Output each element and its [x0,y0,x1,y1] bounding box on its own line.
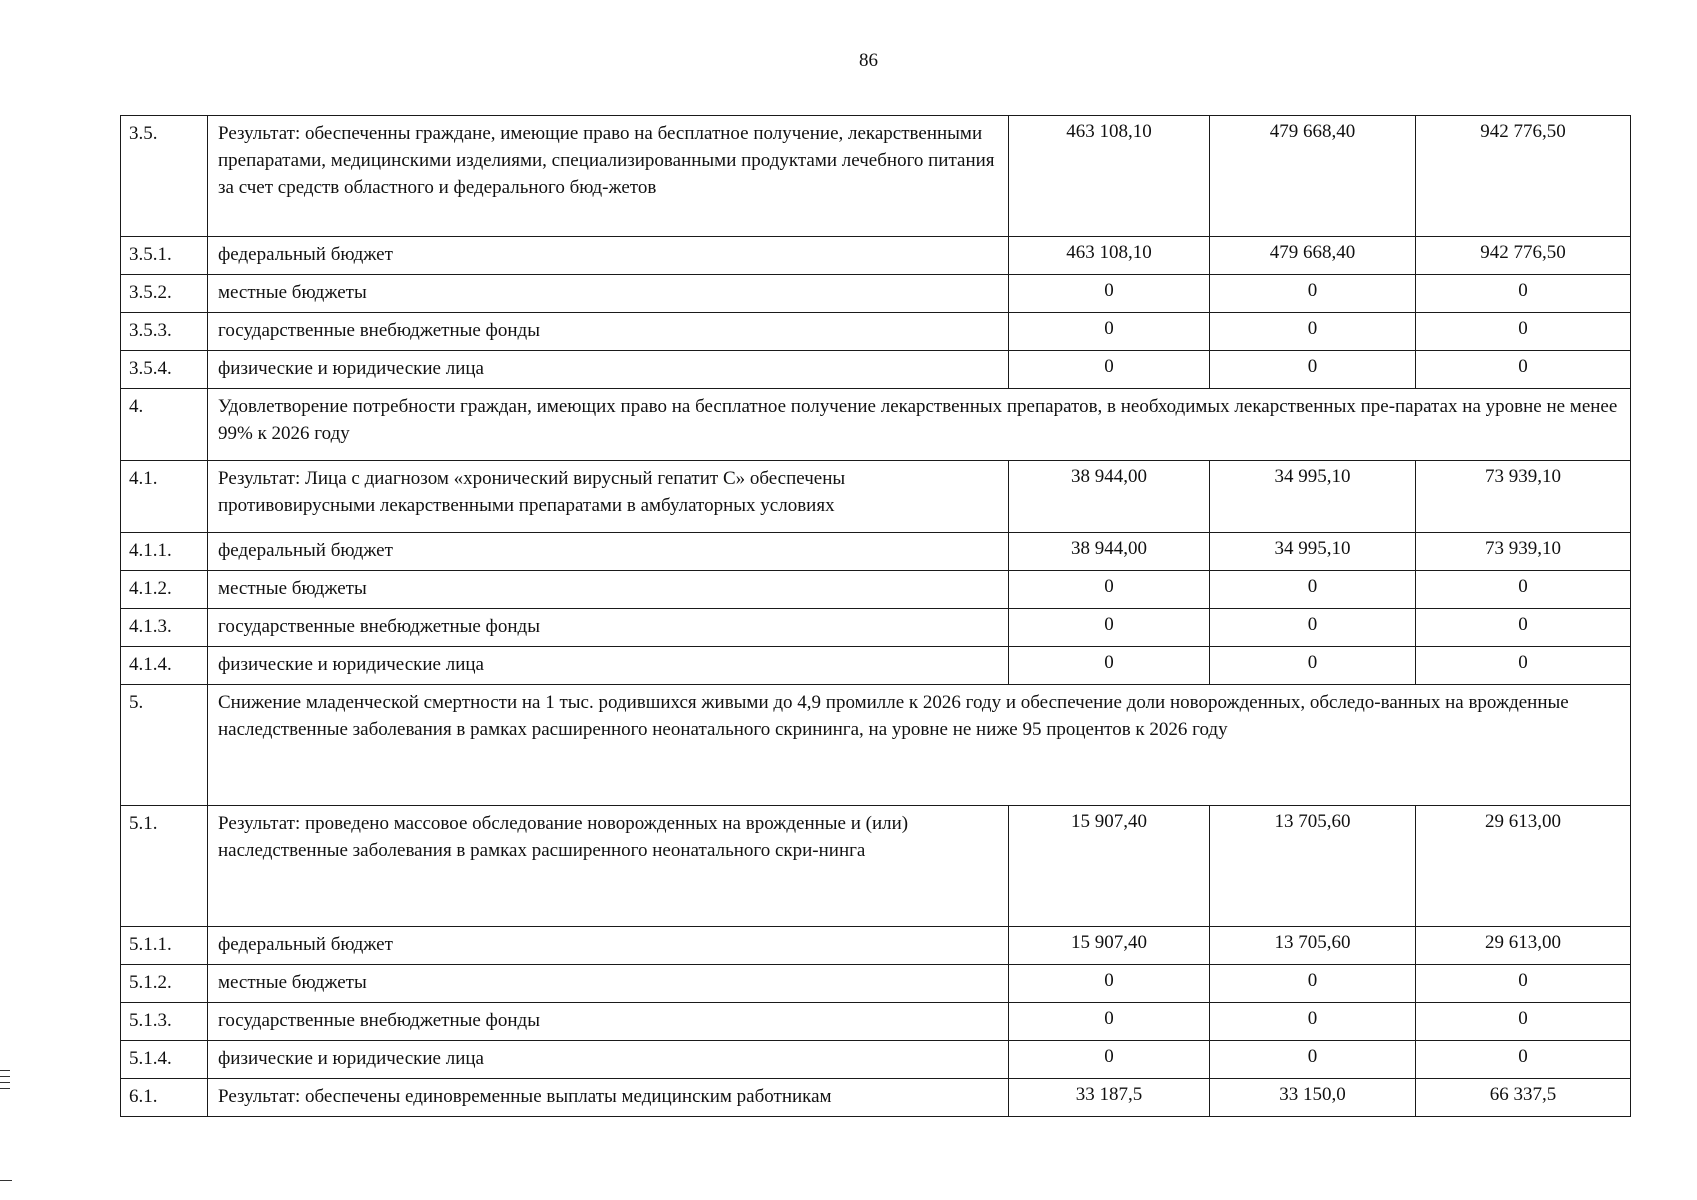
row-description: федеральный бюджет [208,237,1009,275]
row-number: 3.5. [121,116,208,237]
row-description: Результат: обеспеченны граждане, имеющие право на бесплатное получение, лекарственными препаратами, медицинскими изделиями, специализированными продуктами лечебного питания за счет средств областного и федерального бюд-жетов [208,116,1009,237]
row-value-3: 0 [1416,351,1631,389]
row-value-3: 0 [1416,965,1631,1003]
row-number: 4.1.3. [121,609,208,647]
table-row [121,1079,1631,1117]
row-description: государственные внебюджетные фонды [208,1003,1009,1041]
row-description: государственные внебюджетные фонды [208,313,1009,351]
row-value-1: 463 108,10 [1009,237,1210,275]
row-value-1: 0 [1009,275,1210,313]
margin-line [0,1180,12,1181]
row-value-3: 0 [1416,571,1631,609]
row-description: местные бюджеты [208,275,1009,313]
row-value-3: 0 [1416,1003,1631,1041]
row-number: 5.1.2. [121,965,208,1003]
row-number: 3.5.3. [121,313,208,351]
row-value-2: 0 [1210,571,1416,609]
table-row [121,313,1631,351]
row-value-1: 15 907,40 [1009,927,1210,965]
row-value-2: 34 995,10 [1210,461,1416,533]
row-description: Результат: Лица с диагнозом «хронический вирусный гепатит С» обеспечены противовирусными лекарственными препаратами в амбулаторных условиях [208,461,1009,533]
row-value-1: 0 [1009,1041,1210,1079]
row-number: 4.1.4. [121,647,208,685]
row-number: 3.5.2. [121,275,208,313]
row-value-2: 0 [1210,351,1416,389]
row-number: 5.1.3. [121,1003,208,1041]
row-description: физические и юридические лица [208,351,1009,389]
row-value-2: 0 [1210,647,1416,685]
row-value-2: 479 668,40 [1210,237,1416,275]
section-row [121,685,1631,806]
row-value-1: 0 [1009,609,1210,647]
row-description: местные бюджеты [208,965,1009,1003]
table-row [121,237,1631,275]
row-description: Результат: проведено массовое обследование новорожденных на врожденные и (или) наследственные заболевания в рамках расширенного неонатального скри-нинга [208,806,1009,927]
row-value-2: 34 995,10 [1210,533,1416,571]
row-value-3: 0 [1416,313,1631,351]
row-value-1: 38 944,00 [1009,533,1210,571]
row-value-1: 33 187,5 [1009,1079,1210,1117]
row-number: 5.1.1. [121,927,208,965]
row-value-2: 0 [1210,1003,1416,1041]
row-description: государственные внебюджетные фонды [208,609,1009,647]
row-value-3: 29 613,00 [1416,927,1631,965]
row-value-1: 15 907,40 [1009,806,1210,927]
table-row [121,609,1631,647]
row-value-3: 73 939,10 [1416,461,1631,533]
table-row [121,533,1631,571]
row-value-3: 66 337,5 [1416,1079,1631,1117]
table-row [121,927,1631,965]
row-number: 5.1.4. [121,1041,208,1079]
row-value-3: 942 776,50 [1416,116,1631,237]
budget-table [120,115,1631,1117]
row-value-2: 13 705,60 [1210,927,1416,965]
row-value-2: 0 [1210,965,1416,1003]
row-value-1: 0 [1009,1003,1210,1041]
table-row [121,351,1631,389]
row-description: физические и юридические лица [208,647,1009,685]
row-value-1: 0 [1009,647,1210,685]
table-row [121,965,1631,1003]
row-number: 3.5.1. [121,237,208,275]
row-value-1: 0 [1009,313,1210,351]
row-value-3: 942 776,50 [1416,237,1631,275]
row-value-2: 0 [1210,1041,1416,1079]
section-title: Снижение младенческой смертности на 1 тыс. родившихся живыми до 4,9 промилле к 2026 году и обеспечение доли новорожденных, обследо-ванных на врожденные наследственные заболевания в рамках расширенного неонатального скрининга, на уровне не ниже 95 процентов к 2026 году [208,685,1631,806]
section-title: Удовлетворение потребности граждан, имеющих право на бесплатное получение лекарственных препаратов, в необходимых лекарственных пре-паратах на уровне не менее 99% к 2026 году [208,389,1631,461]
section-number: 5. [121,685,208,806]
section-row [121,389,1631,461]
table-row [121,806,1631,927]
row-value-2: 0 [1210,609,1416,647]
section-number: 4. [121,389,208,461]
row-number: 6.1. [121,1079,208,1117]
row-number: 4.1. [121,461,208,533]
row-value-2: 0 [1210,313,1416,351]
row-value-3: 0 [1416,609,1631,647]
row-value-2: 33 150,0 [1210,1079,1416,1117]
row-value-1: 38 944,00 [1009,461,1210,533]
row-description: физические и юридические лица [208,1041,1009,1079]
row-value-1: 0 [1009,351,1210,389]
row-number: 3.5.4. [121,351,208,389]
table-row [121,1041,1631,1079]
row-value-1: 0 [1009,571,1210,609]
table-row [121,116,1631,237]
binding-marks [0,1070,10,1094]
table-row [121,647,1631,685]
table-row [121,1003,1631,1041]
row-value-1: 463 108,10 [1009,116,1210,237]
page-number: 86 [859,50,878,71]
row-value-3: 73 939,10 [1416,533,1631,571]
row-value-2: 479 668,40 [1210,116,1416,237]
row-value-1: 0 [1009,965,1210,1003]
row-value-3: 0 [1416,1041,1631,1079]
row-value-3: 0 [1416,275,1631,313]
table-row [121,275,1631,313]
table-row [121,571,1631,609]
row-description: местные бюджеты [208,571,1009,609]
row-value-2: 13 705,60 [1210,806,1416,927]
row-number: 4.1.2. [121,571,208,609]
table-row [121,461,1631,533]
row-description: федеральный бюджет [208,927,1009,965]
row-value-2: 0 [1210,275,1416,313]
row-number: 5.1. [121,806,208,927]
row-value-3: 0 [1416,647,1631,685]
row-number: 4.1.1. [121,533,208,571]
row-description: Результат: обеспечены единовременные выплаты медицинским работникам [208,1079,1009,1117]
row-value-3: 29 613,00 [1416,806,1631,927]
row-description: федеральный бюджет [208,533,1009,571]
